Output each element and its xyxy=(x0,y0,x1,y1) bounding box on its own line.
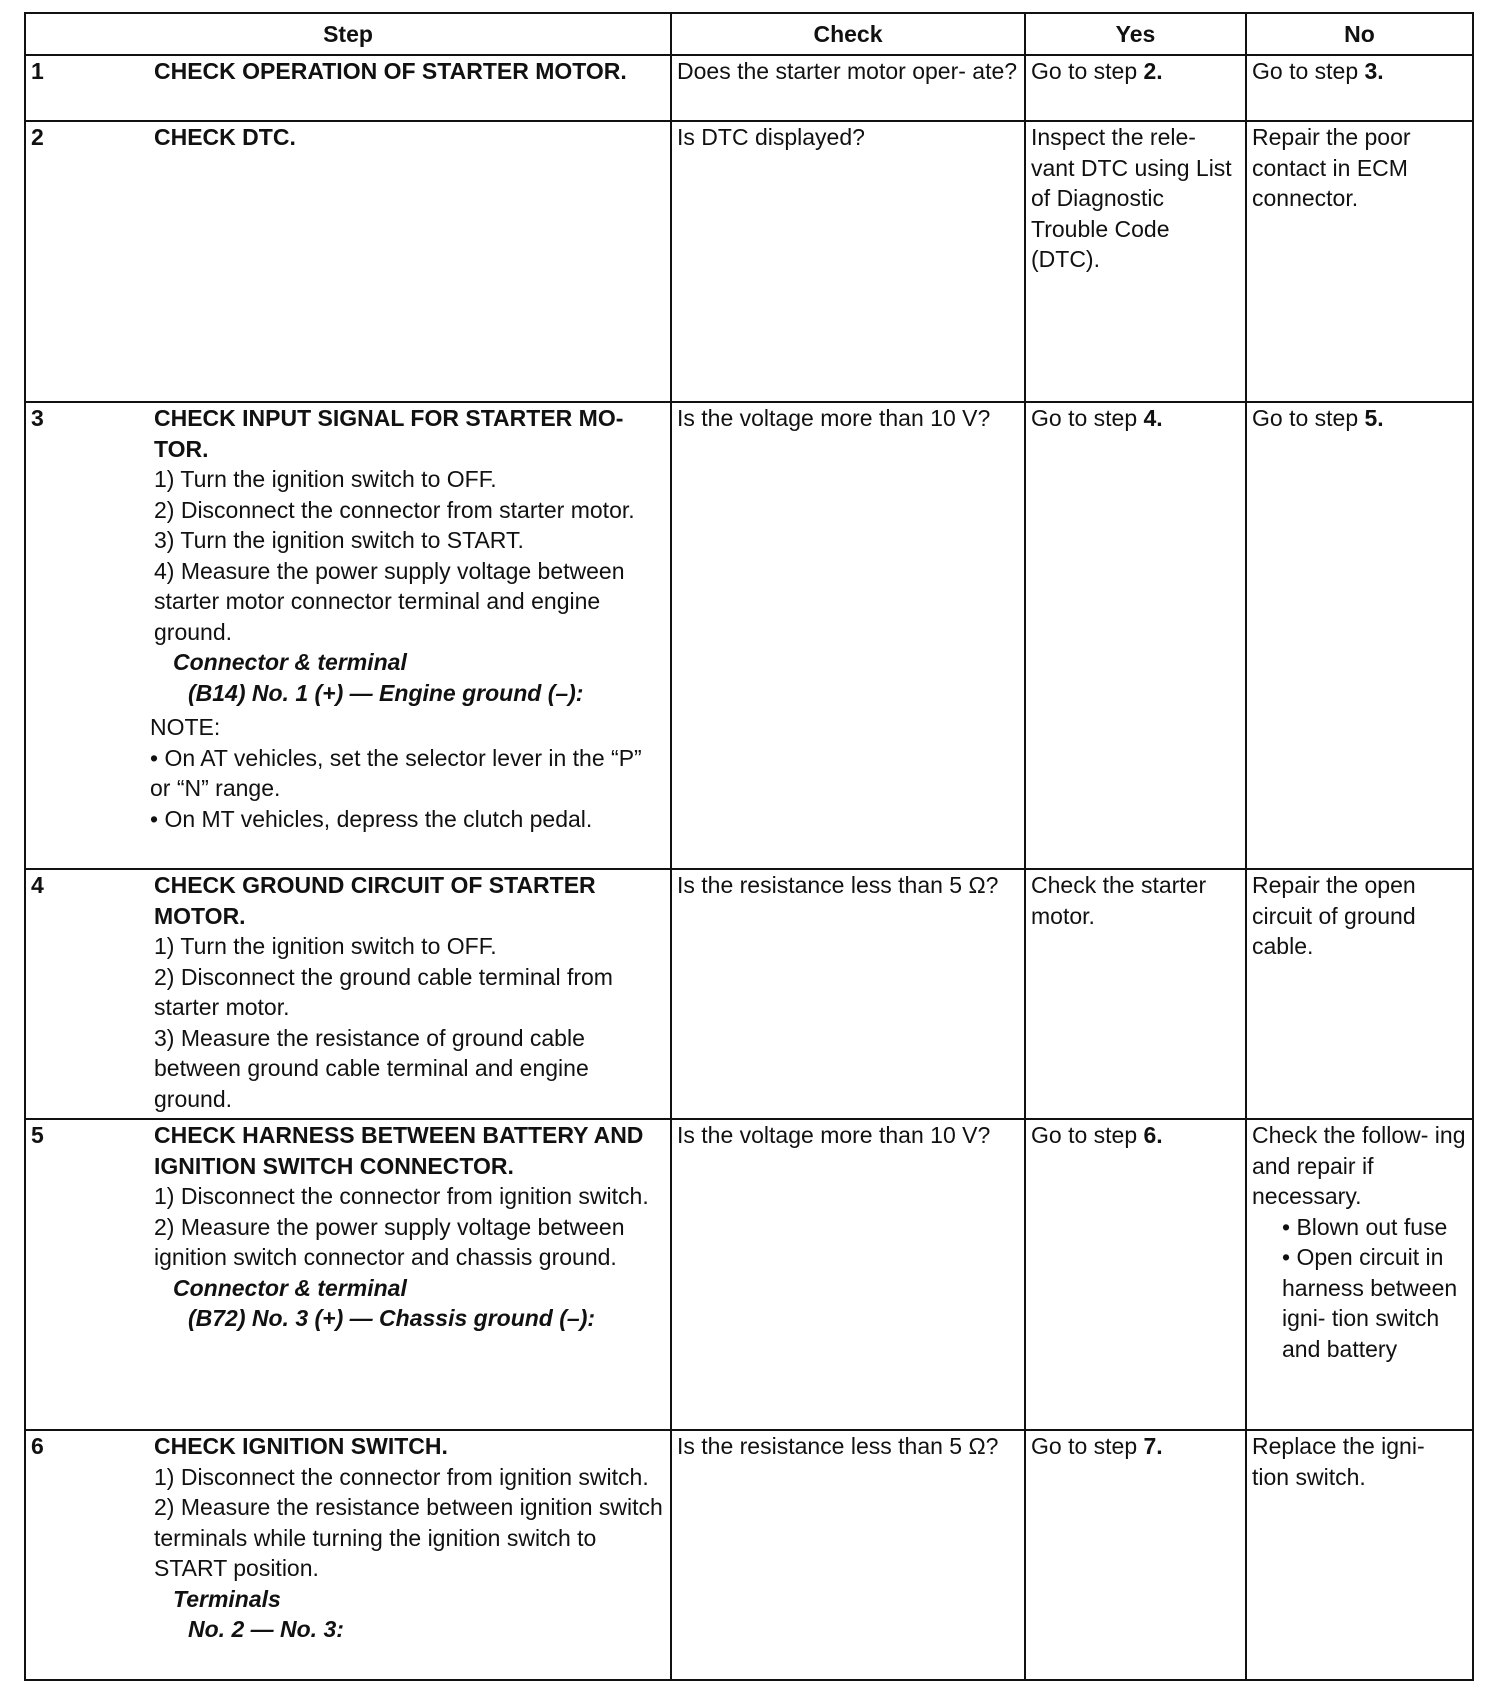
check-cell: Is the resistance less than 5 Ω? xyxy=(671,1430,1025,1680)
no-cell: Go to step 3. xyxy=(1246,55,1473,121)
step-title: CHECK DTC. xyxy=(154,124,296,150)
connector-terminal-value: (B14) No. 1 (+) — Engine ground (–): xyxy=(188,679,584,706)
check-cell: Is the voltage more than 10 V? xyxy=(671,402,1025,869)
connector-terminal-label: Connector & terminal xyxy=(173,649,407,675)
yes-step-ref: 4. xyxy=(1143,405,1163,431)
no-bullet: • Open circuit in harness between igni- tion switch and battery xyxy=(1282,1244,1458,1362)
procedure-step: 3) Measure the resistance of ground cable between ground cable terminal and engine ground. xyxy=(154,1024,589,1112)
procedure-step: 2) Disconnect the connector from starter motor. xyxy=(154,496,635,523)
yes-cell: Inspect the rele- vant DTC using List of Diagnostic Trouble Code (DTC). xyxy=(1025,121,1246,402)
no-cell: Go to step 5. xyxy=(1246,402,1473,869)
procedure-step: 2) Measure the resistance between ignition switch terminals while turning the ignition switch to START position. xyxy=(154,1494,663,1581)
no-cell: Repair the poor contact in ECM connector. xyxy=(1246,121,1473,402)
yes-step-ref: 6. xyxy=(1143,1122,1163,1148)
header-step: Step xyxy=(25,13,671,55)
table-row xyxy=(25,402,1473,869)
note-item: • On MT vehicles, depress the clutch pedal. xyxy=(150,805,593,832)
table-row xyxy=(25,55,1473,121)
check-cell: Is the resistance less than 5 Ω? xyxy=(671,869,1025,1119)
step-number: 5 xyxy=(31,1122,44,1148)
no-cell: Replace the igni- tion switch. xyxy=(1246,1430,1473,1680)
procedure-step: 2) Disconnect the ground cable terminal from starter motor. xyxy=(154,963,613,1020)
yes-cell: Go to step 7. xyxy=(1025,1430,1246,1680)
procedure-step: 1) Disconnect the connector from ignition switch. xyxy=(154,1463,649,1490)
note-item: • On AT vehicles, set the selector lever in the “P” or “N” range. xyxy=(150,744,642,801)
header-row xyxy=(25,13,1473,55)
step-number: 6 xyxy=(31,1433,44,1459)
yes-cell: Go to step 4. xyxy=(1025,402,1246,869)
table-row xyxy=(25,121,1473,402)
procedure-step: 1) Disconnect the connector from ignition switch. xyxy=(154,1183,649,1209)
step-title: CHECK GROUND CIRCUIT OF STARTER MOTOR. xyxy=(154,872,596,929)
yes-cell: Check the starter motor. xyxy=(1025,869,1246,1119)
table-row xyxy=(25,1119,1473,1430)
step-number: 2 xyxy=(31,124,44,150)
procedure-step: 4) Measure the power supply voltage between starter motor connector terminal and engine ground. xyxy=(154,557,625,645)
step-cell xyxy=(25,1430,671,1680)
no-text: Check the follow- ing and repair if necessary. xyxy=(1252,1122,1466,1209)
procedure-step: 1) Turn the ignition switch to OFF. xyxy=(154,466,497,492)
connector-terminal-label: Connector & terminal xyxy=(173,1274,407,1301)
yes-cell: Go to step 6. xyxy=(1025,1119,1246,1430)
step-number: 3 xyxy=(31,405,44,431)
terminals-label: Terminals xyxy=(173,1585,281,1612)
header-check: Check xyxy=(671,13,1025,55)
check-cell: Does the starter motor oper- ate? xyxy=(671,55,1025,121)
table-row xyxy=(25,1430,1473,1680)
no-cell xyxy=(1246,1119,1473,1430)
step-cell xyxy=(25,121,671,402)
yes-step-ref: 7. xyxy=(1143,1433,1163,1459)
step-cell xyxy=(25,1119,671,1430)
procedure-step: 3) Turn the ignition switch to START. xyxy=(154,527,524,553)
step-cell xyxy=(25,402,671,869)
note-label: NOTE: xyxy=(150,714,221,740)
check-cell: Is the voltage more than 10 V? xyxy=(671,1119,1025,1430)
step-title: CHECK OPERATION OF STARTER MOTOR. xyxy=(154,58,627,84)
header-yes: Yes xyxy=(1025,13,1246,55)
procedure-step: 1) Turn the ignition switch to OFF. xyxy=(154,933,497,959)
no-bullet: • Blown out fuse xyxy=(1282,1213,1448,1240)
yes-cell: Go to step 2. xyxy=(1025,55,1246,121)
step-cell xyxy=(25,869,671,1119)
table-row xyxy=(25,869,1473,1119)
step-number: 4 xyxy=(31,872,44,898)
step-title: CHECK IGNITION SWITCH. xyxy=(154,1433,448,1459)
diagnostic-table xyxy=(24,12,1474,1681)
terminals-value: No. 2 — No. 3: xyxy=(188,1616,344,1642)
step-title: CHECK HARNESS BETWEEN BATTERY AND IGNITION SWITCH CONNECTOR. xyxy=(154,1122,644,1179)
no-cell: Repair the open circuit of ground cable. xyxy=(1246,869,1473,1119)
connector-terminal-value: (B72) No. 3 (+) — Chassis ground (–): xyxy=(188,1305,596,1331)
step-cell xyxy=(25,55,671,121)
yes-step-ref: 2. xyxy=(1143,58,1163,84)
procedure-step: 2) Measure the power supply voltage between ignition switch connector and chassis ground. xyxy=(154,1213,625,1270)
step-number: 1 xyxy=(31,58,44,84)
no-step-ref: 3. xyxy=(1364,58,1384,84)
no-step-ref: 5. xyxy=(1364,405,1384,431)
step-title: CHECK INPUT SIGNAL FOR STARTER MO- TOR. xyxy=(154,405,624,462)
header-no: No xyxy=(1246,13,1473,55)
check-cell: Is DTC displayed? xyxy=(671,121,1025,402)
